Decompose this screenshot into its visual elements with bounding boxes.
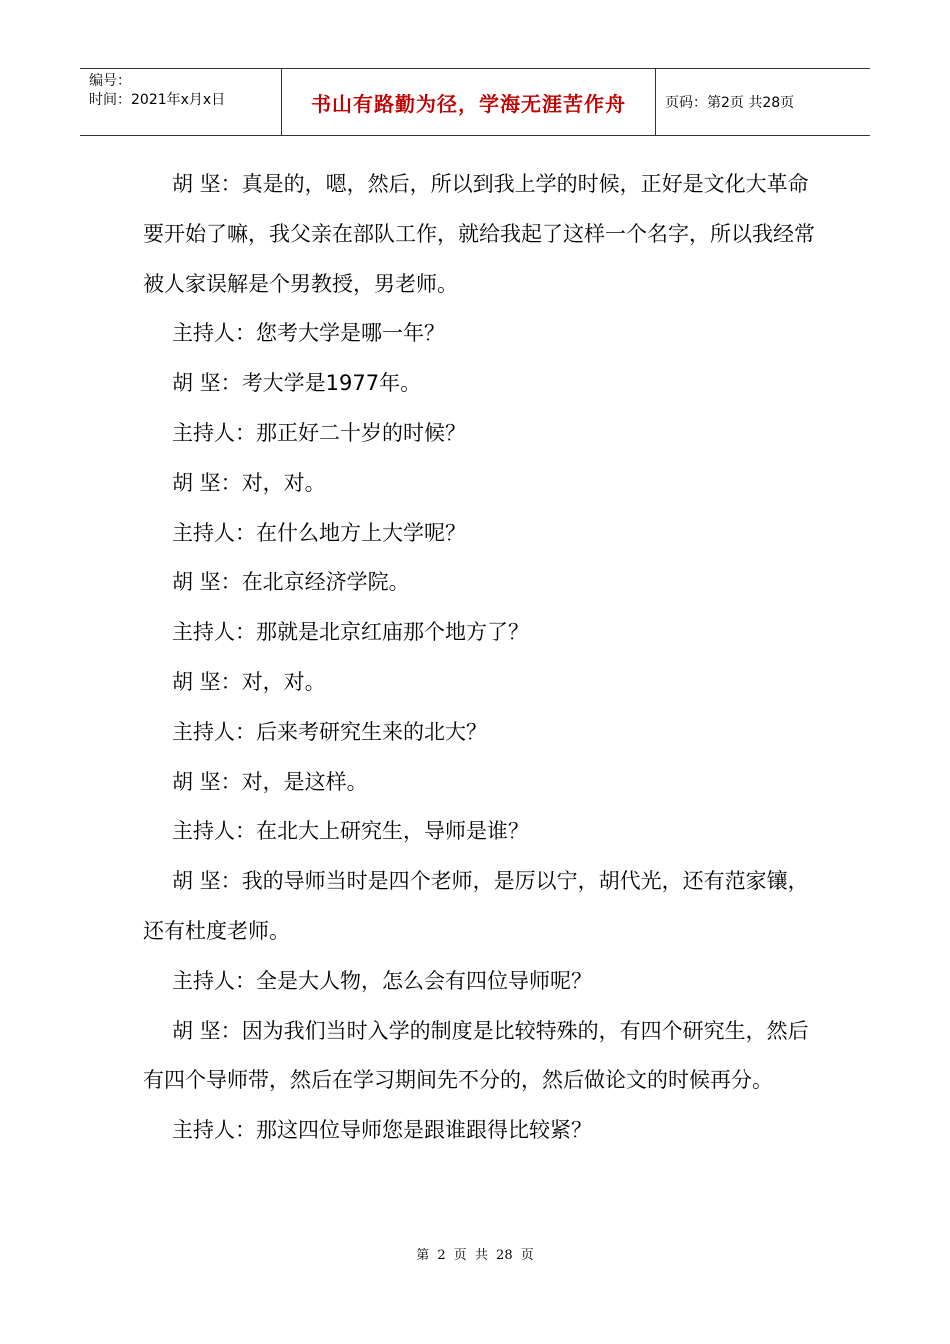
dialogue-paragraph <box>143 1007 823 1107</box>
dialogue-text: 全是大人物，怎么会有四位导师呢？ <box>256 968 592 993</box>
dialogue-paragraph <box>143 160 823 309</box>
dialogue-paragraph <box>143 708 823 758</box>
speaker-label: 主持人： <box>172 620 256 645</box>
dialogue-paragraph <box>143 658 823 708</box>
speaker-label: 胡 坚： <box>172 769 242 794</box>
dialogue-body <box>143 160 823 1156</box>
dialogue-text: 那这四位导师您是跟谁跟得比较紧？ <box>256 1118 592 1143</box>
dialogue-paragraph <box>143 1106 823 1156</box>
dialogue-text: 真是的，嗯，然后，所以到我上学的时候，正好是文化大革命要开始了嘛，我父亲在部队工作，就给我起了这样一个名字，所以我经常被人家误解是个男教授，男老师。 <box>143 172 815 296</box>
dialogue-text: 对，是这样。 <box>241 769 368 794</box>
dialogue-text: 因为我们当时入学的制度是比较特殊的，有四个研究生，然后有四个导师带，然后在学习期间先不分的，然后做论文的时候再分。 <box>143 1018 809 1093</box>
speaker-label: 胡 坚： <box>172 470 242 495</box>
dialogue-paragraph <box>143 309 823 359</box>
time-label: 时间：2021年x月x日 <box>89 92 226 108</box>
speaker-label: 胡 坚： <box>172 172 242 196</box>
speaker-label: 主持人： <box>172 968 256 993</box>
dialogue-text: 在什么地方上大学呢？ <box>256 520 466 545</box>
speaker-label: 胡 坚： <box>172 669 242 694</box>
dialogue-paragraph <box>143 459 823 509</box>
speaker-label: 胡 坚： <box>172 1018 242 1043</box>
dialogue-text: 对，对。 <box>241 470 326 495</box>
speaker-label: 主持人： <box>172 1118 256 1143</box>
dialogue-paragraph <box>143 857 823 957</box>
speaker-label: 主持人： <box>172 321 256 346</box>
speaker-label: 主持人： <box>172 819 256 844</box>
page-header <box>80 68 870 136</box>
speaker-label: 胡 坚： <box>172 371 242 396</box>
dialogue-paragraph <box>143 509 823 559</box>
dialogue-text: 考大学是1977年。 <box>241 371 422 396</box>
dialogue-text: 对，对。 <box>241 669 326 694</box>
dialogue-text: 在北京经济学院。 <box>241 570 410 595</box>
dialogue-paragraph <box>143 409 823 459</box>
speaker-label: 主持人： <box>172 420 256 445</box>
dialogue-paragraph <box>143 807 823 857</box>
dialogue-text: 那就是北京红庙那个地方了？ <box>256 620 529 645</box>
speaker-label: 主持人： <box>172 719 256 744</box>
speaker-label: 胡 坚： <box>172 570 242 595</box>
dialogue-paragraph <box>143 758 823 808</box>
dialogue-text: 在北大上研究生，导师是谁？ <box>256 819 529 844</box>
speaker-label: 胡 坚： <box>172 869 242 894</box>
speaker-label: 主持人： <box>172 520 256 545</box>
number-label: 编号： <box>89 73 131 89</box>
dialogue-text: 后来考研究生来的北大？ <box>256 719 487 744</box>
header-page-info: 页码：第2页 共28页 <box>665 95 795 111</box>
header-meta <box>80 69 282 135</box>
dialogue-text: 您考大学是哪一年？ <box>256 321 445 346</box>
dialogue-paragraph <box>143 558 823 608</box>
dialogue-paragraph <box>143 359 823 409</box>
page-footer: 第 2 页 共 28 页 <box>416 1248 534 1263</box>
dialogue-paragraph <box>143 957 823 1007</box>
header-motto: 书山有路勤为径，学海无涯苦作舟 <box>282 69 656 135</box>
dialogue-text: 那正好二十岁的时候？ <box>256 420 466 445</box>
dialogue-text: 我的导师当时是四个老师，是厉以宁，胡代光，还有范家镶，还有杜度老师。 <box>143 869 809 943</box>
dialogue-paragraph <box>143 608 823 658</box>
